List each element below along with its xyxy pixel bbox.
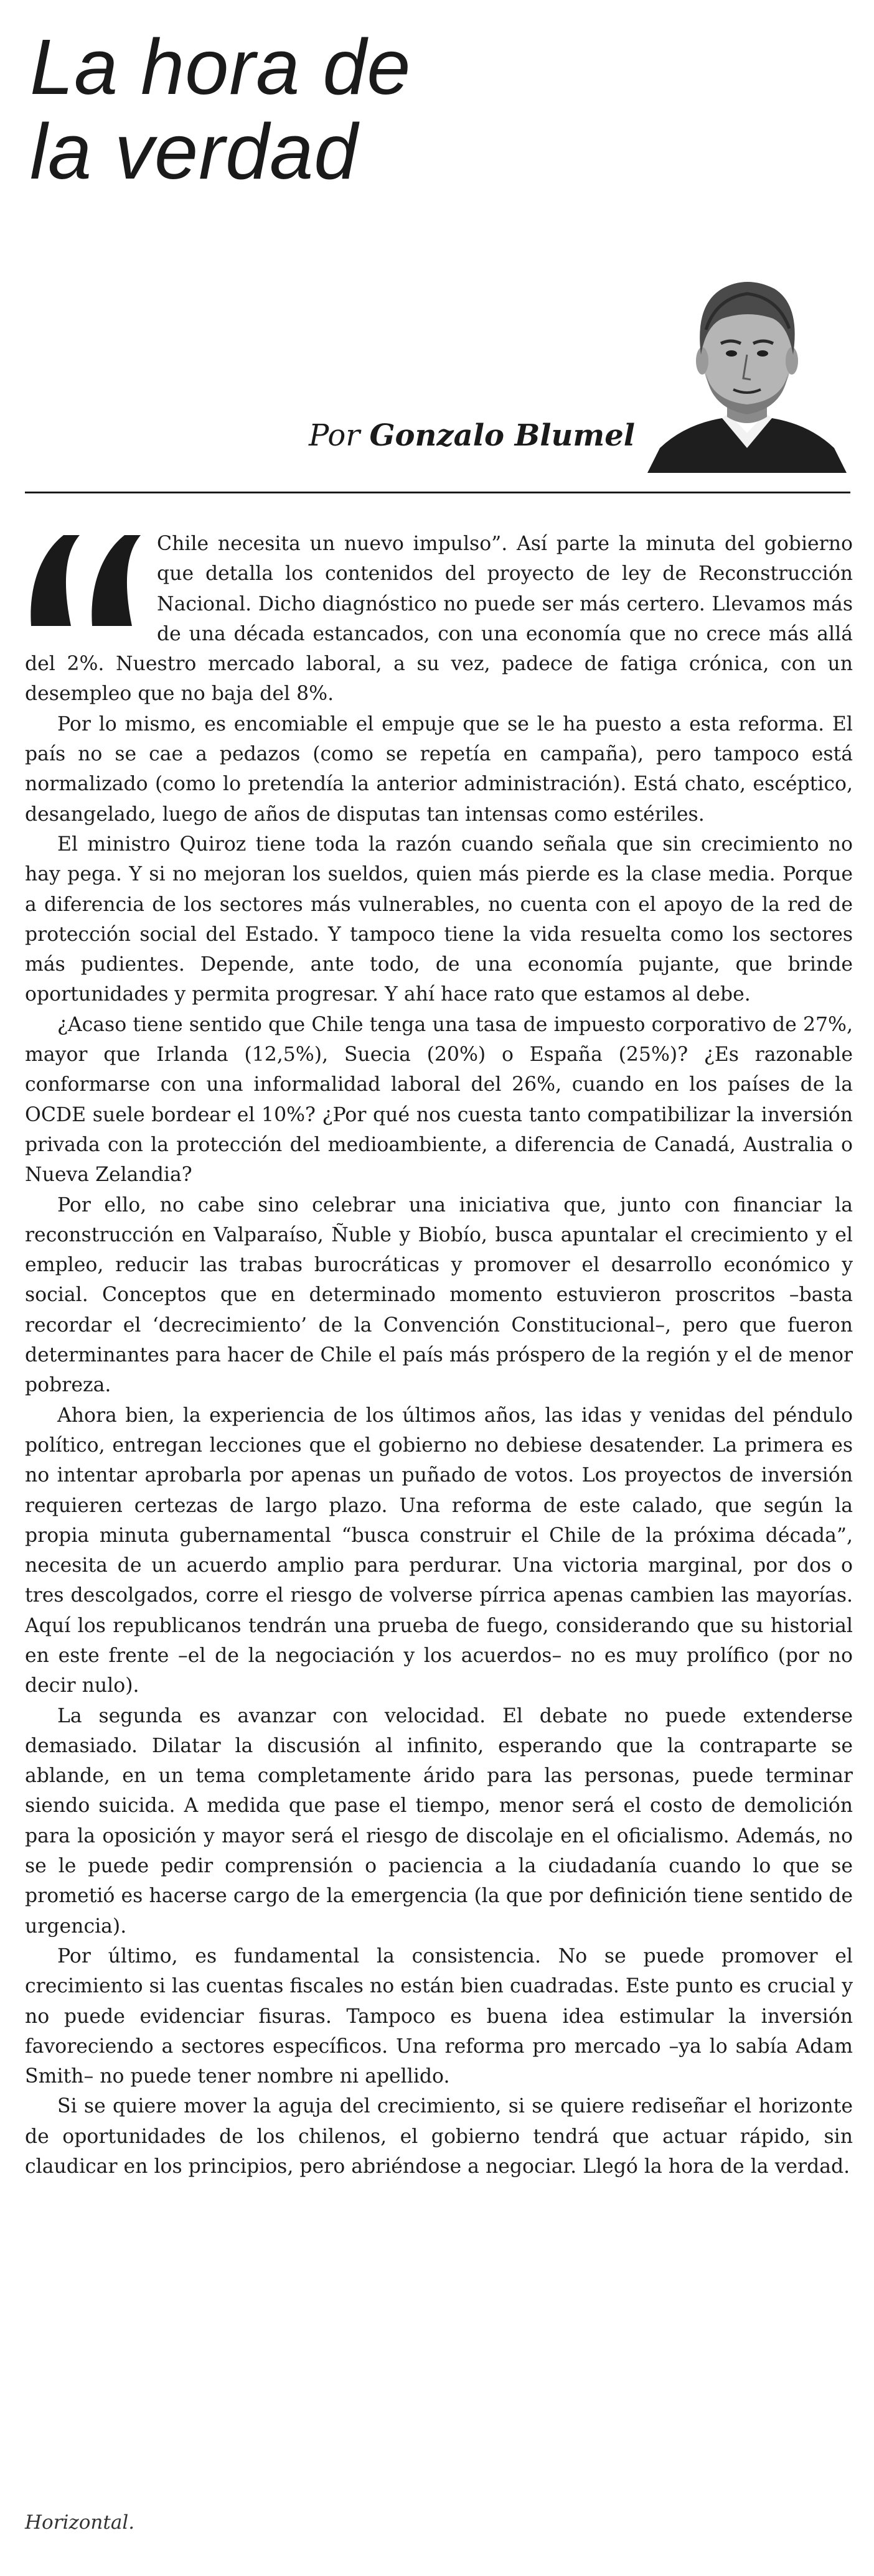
paragraph-3: El ministro Quiroz tiene toda la razón cuando señala que sin crecimiento no hay pega. Y si no mejoran los sueldos, quien más pierde es la clase media. Porque a diferencia de los sectores más vulnerables, no cuenta con el apoyo de la red de protección social del Estado. Y tampoco tiene la vida resuelta como los sectores más pudientes. Depende, ante todo, de una economía pujante, que brinde oportunidades y permita progresar. Y ahí hace rato que estamos al debe. (25, 833, 853, 1006)
article-body (25, 529, 853, 2182)
paragraph-5: Por ello, no cabe sino celebrar una iniciativa que, junto con financiar la reconstrucción en Valparaíso, Ñuble y Biobío, busca apuntalar el crecimiento y el empleo, reducir las trabas burocráticas y promover el desarrollo económico y social. Conceptos que en determinado momento estuvieron proscritos –basta recordar el ‘decrecimiento’ de la Convención Constitucional–, pero que fueron determinantes para hacer de Chile el país más próspero de la región y el de menor pobreza. (25, 1193, 853, 1397)
footer-credit: Horizontal. (25, 2511, 135, 2534)
header-divider (25, 492, 850, 493)
headline-line-1: La hora de (30, 23, 411, 111)
headline (30, 25, 411, 194)
paragraph-6: Ahora bien, la experiencia de los últimos años, las idas y venidas del péndulo político, entregan lecciones que el gobierno no debiese desatender. La primera es no intentar aprobarla por apenas un puñado de votos. Los proyectos de inversión requieren certezas de largo plazo. Una reforma de este calado, que según la propia minuta gubernamental “busca construir el Chile de la próxima década”, necesita de un acuerdo amplio para perdurar. Una victoria marginal, por dos o tres descolgados, corre el riesgo de volverse pírrica apenas cambien las mayorías. Aquí los republicanos tendrán una prueba de fuego, considerando que su historial en este frente –el de la negociación y los acuerdos– no es muy prolífico (por no decir nulo). (25, 1404, 853, 1697)
author-portrait-icon (641, 261, 853, 473)
paragraph-7: La segunda es avanzar con velocidad. El debate no puede extenderse demasiado. Dilatar la discusión al infinito, esperando que la contraparte se ablande, en un tema completamente árido para las personas, puede terminar siendo suicida. A medida que pase el tiempo, menor será el costo de demolición para la oposición y mayor será el riesgo de discolaje en el oficialismo. Además, no se le puede pedir comprensión o paciencia a la ciudadanía cuando lo que se prometió es hacerse cargo de la emergencia (la que por definición tiene sentido de urgencia). (25, 1704, 853, 1938)
dropquote-spacer (25, 529, 157, 645)
headline-line-2: la verdad (30, 108, 359, 195)
paragraph-4: ¿Acaso tiene sentido que Chile tenga una tasa de impuesto corporativo de 27%, mayor que Irlanda (12,5%), Suecia (20%) o España (25%)? ¿Es razonable conformarse con una informalidad laboral del 26%, cuando en los países de la OCDE suele bordear el 10%? ¿Por qué nos cuesta tanto compatibilizar la inversión privada con la protección del medioambiente, a diferencia de Canadá, Australia o Nueva Zelandia? (25, 1013, 853, 1187)
paragraph-1: Chile necesita un nuevo impulso”. Así parte la minuta del gobierno que detalla los contenidos del proyecto de ley de Reconstrucción Nacional. Dicho diagnóstico no puede ser más certero. Llevamos más de una década estancados, con una economía que no crece más allá del 2%. Nuestro mercado laboral, a su vez, padece de fatiga crónica, con un desempleo que no baja del 8%. (25, 533, 853, 706)
paragraph-2: Por lo mismo, es encomiable el empuje que se le ha puesto a esta reforma. El país no se cae a pedazos (como se repetía en campaña), pero tampoco está normalizado (como lo pretendía la anterior administración). Está chato, escéptico, desangelado, luego de años de disputas tan intensas como estériles. (25, 712, 853, 826)
byline-prefix: Por (309, 418, 360, 453)
paragraph-8: Por último, es fundamental la consistencia. No se puede promover el crecimiento si las cuentas fiscales no están bien cuadradas. Este punto es crucial y no puede evidenciar fisuras. Tampoco es buena idea estimular la inversión favoreciendo a sectores específicos. Una reforma pro mercado –ya lo sabía Adam Smith– no puede tener nombre ni apellido. (25, 1944, 853, 2088)
author-name: Gonzalo Blumel (369, 418, 635, 453)
byline (309, 418, 635, 453)
paragraph-9: Si se quiere mover la aguja del crecimiento, si se quiere rediseñar el horizonte de oportunidades de los chilenos, el gobierno tendrá que actuar rápido, sin claudicar en los principios, pero abriéndose a negociar. Llegó la hora de la verdad. (25, 2095, 853, 2178)
